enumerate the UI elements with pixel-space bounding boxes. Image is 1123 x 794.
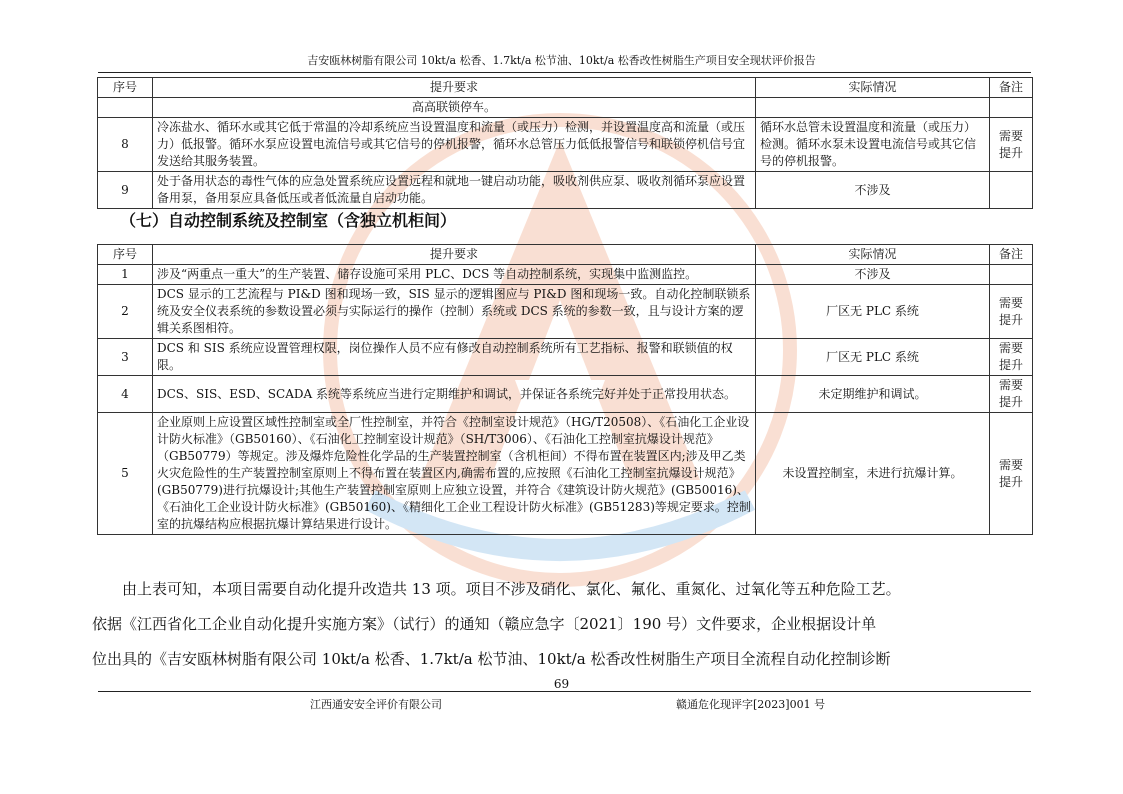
page-number: 69	[553, 677, 570, 691]
table-row	[98, 118, 1033, 172]
row-requirement: 冷冻盐水、循环水或其它低于常温的冷却系统应当设置温度和流量（或压力）检测，并设置温度高和流量（或压力）低报警。循环水泵应设置电流信号或其它信号的停机报警，循环水总管压力低低报警信号和联锁停机信号宜发送给其服务装置。	[153, 118, 756, 172]
row-actual: 厂区无 PLC 系统	[756, 339, 990, 376]
table-row	[98, 376, 1033, 413]
col-header-requirement: 提升要求	[153, 245, 756, 265]
row-number	[98, 98, 153, 118]
requirements-table-automation	[97, 244, 1033, 535]
table-row	[98, 339, 1033, 376]
row-requirement: 高高联锁停车。	[153, 98, 756, 118]
row-note: 需要提升	[990, 118, 1033, 172]
row-number: 2	[98, 285, 153, 339]
table-header-row	[98, 78, 1033, 98]
row-number: 8	[98, 118, 153, 172]
section-heading: （七）自动控制系统及控制室（含独立机柜间）	[120, 211, 457, 230]
row-note: 需要提升	[990, 376, 1033, 413]
row-note	[990, 265, 1033, 285]
col-header-note: 备注	[990, 245, 1033, 265]
footer-company: 江西通安安全评价有限公司	[310, 698, 442, 711]
row-requirement: DCS 显示的工艺流程与 PI&D 图和现场一致，SIS 显示的逻辑图应与 PI&D 图和现场一致。自动化控制联锁系统及安全仪表系统的参数设置必须与实际运行的操作（控制）系统或 DCS 系统的参数一致，且与设计方案的逻辑关系图相符。	[153, 285, 756, 339]
row-number: 3	[98, 339, 153, 376]
row-note: 需要提升	[990, 285, 1033, 339]
requirements-table-continued	[97, 77, 1033, 209]
col-header-actual: 实际情况	[756, 245, 990, 265]
col-header-no: 序号	[98, 78, 153, 98]
row-actual	[756, 98, 990, 118]
body-text	[92, 572, 1037, 677]
row-note	[990, 172, 1033, 209]
row-requirement: DCS、SIS、ESD、SCADA 系统等系统应当进行定期维护和调试，并保证各系统完好并处于正常投用状态。	[153, 376, 756, 413]
table-row	[98, 265, 1033, 285]
header-divider	[98, 72, 1031, 73]
row-number: 4	[98, 376, 153, 413]
table-row	[98, 285, 1033, 339]
row-actual: 未定期维护和调试。	[756, 376, 990, 413]
row-number: 9	[98, 172, 153, 209]
row-actual: 不涉及	[756, 172, 990, 209]
row-note	[990, 98, 1033, 118]
row-requirement: 处于备用状态的毒性气体的应急处置系统应设置远程和就地一键启动功能，吸收剂供应泵、吸收剂循环泵应设置备用泵，备用泵应具备低压或者低流量自启动功能。	[153, 172, 756, 209]
table-row	[98, 172, 1033, 209]
row-actual: 循环水总管未设置温度和流量（或压力）检测。循环水泵未设置电流信号或其它信号的停机报警。	[756, 118, 990, 172]
row-note: 需要提升	[990, 413, 1033, 535]
row-number: 5	[98, 413, 153, 535]
body-paragraph: 依据《江西省化工企业自动化提升实施方案》（试行）的通知（赣应急字〔2021〕190 号）文件要求，企业根据设计单	[92, 615, 877, 633]
row-requirement: 企业原则上应设置区域性控制室或全厂性控制室，并符合《控制室设计规范》（HG/T20508）、《石油化工企业设计防火标准》（GB50160）、《石油化工控制室设计规范》（SH/T3006）、《石油化工控制室抗爆设计规范》（GB50779）等规定。涉及爆炸危险性化学品的生产装置控制室（含机柜间）不得布置在装置区内;涉及甲乙类火灾危险性的生产装置控制室原则上不得布置在装置区内,确需布置的,应按照《石油化工控制室抗爆设计规范》(GB50779)进行抗爆设计;其他生产装置控制室原则上应独立设置，并符合《建筑设计防火规范》(GB50016)、《石油化工企业设计防火标准》(GB50160)、《精细化工企业工程设计防火标准》(GB51283)等规定要求。控制室的抗爆结构应根据抗爆计算结果进行设计。	[153, 413, 756, 535]
col-header-note: 备注	[990, 78, 1033, 98]
col-header-no: 序号	[98, 245, 153, 265]
page-header: 吉安瓯林树脂有限公司 10kt/a 松香、1.7kt/a 松节油、10kt/a 松香改性树脂生产项目安全现状评价报告	[307, 54, 816, 67]
footer-divider	[98, 691, 1031, 692]
row-note: 需要提升	[990, 339, 1033, 376]
row-actual: 未设置控制室，未进行抗爆计算。	[756, 413, 990, 535]
footer-report-code: 赣通危化现评字[2023]001 号	[676, 698, 826, 711]
row-actual: 厂区无 PLC 系统	[756, 285, 990, 339]
col-header-actual: 实际情况	[756, 78, 990, 98]
body-paragraph: 位出具的《吉安瓯林树脂有限公司 10kt/a 松香、1.7kt/a 松节油、10kt/a 松香改性树脂生产项目全流程自动化控制诊断	[92, 650, 891, 668]
col-header-requirement: 提升要求	[153, 78, 756, 98]
row-requirement: 涉及“两重点一重大”的生产装置、储存设施可采用 PLC、DCS 等自动控制系统，实现集中监测监控。	[153, 265, 756, 285]
table-row	[98, 98, 1033, 118]
table-header-row	[98, 245, 1033, 265]
row-number: 1	[98, 265, 153, 285]
body-paragraph: 由上表可知，本项目需要自动化提升改造共 13 项。项目不涉及硝化、氯化、氟化、重氮化、过氧化等五种危险工艺。	[122, 580, 901, 598]
row-requirement: DCS 和 SIS 系统应设置管理权限，岗位操作人员不应有修改自动控制系统所有工艺指标、报警和联锁值的权限。	[153, 339, 756, 376]
table-row	[98, 413, 1033, 535]
row-actual: 不涉及	[756, 265, 990, 285]
